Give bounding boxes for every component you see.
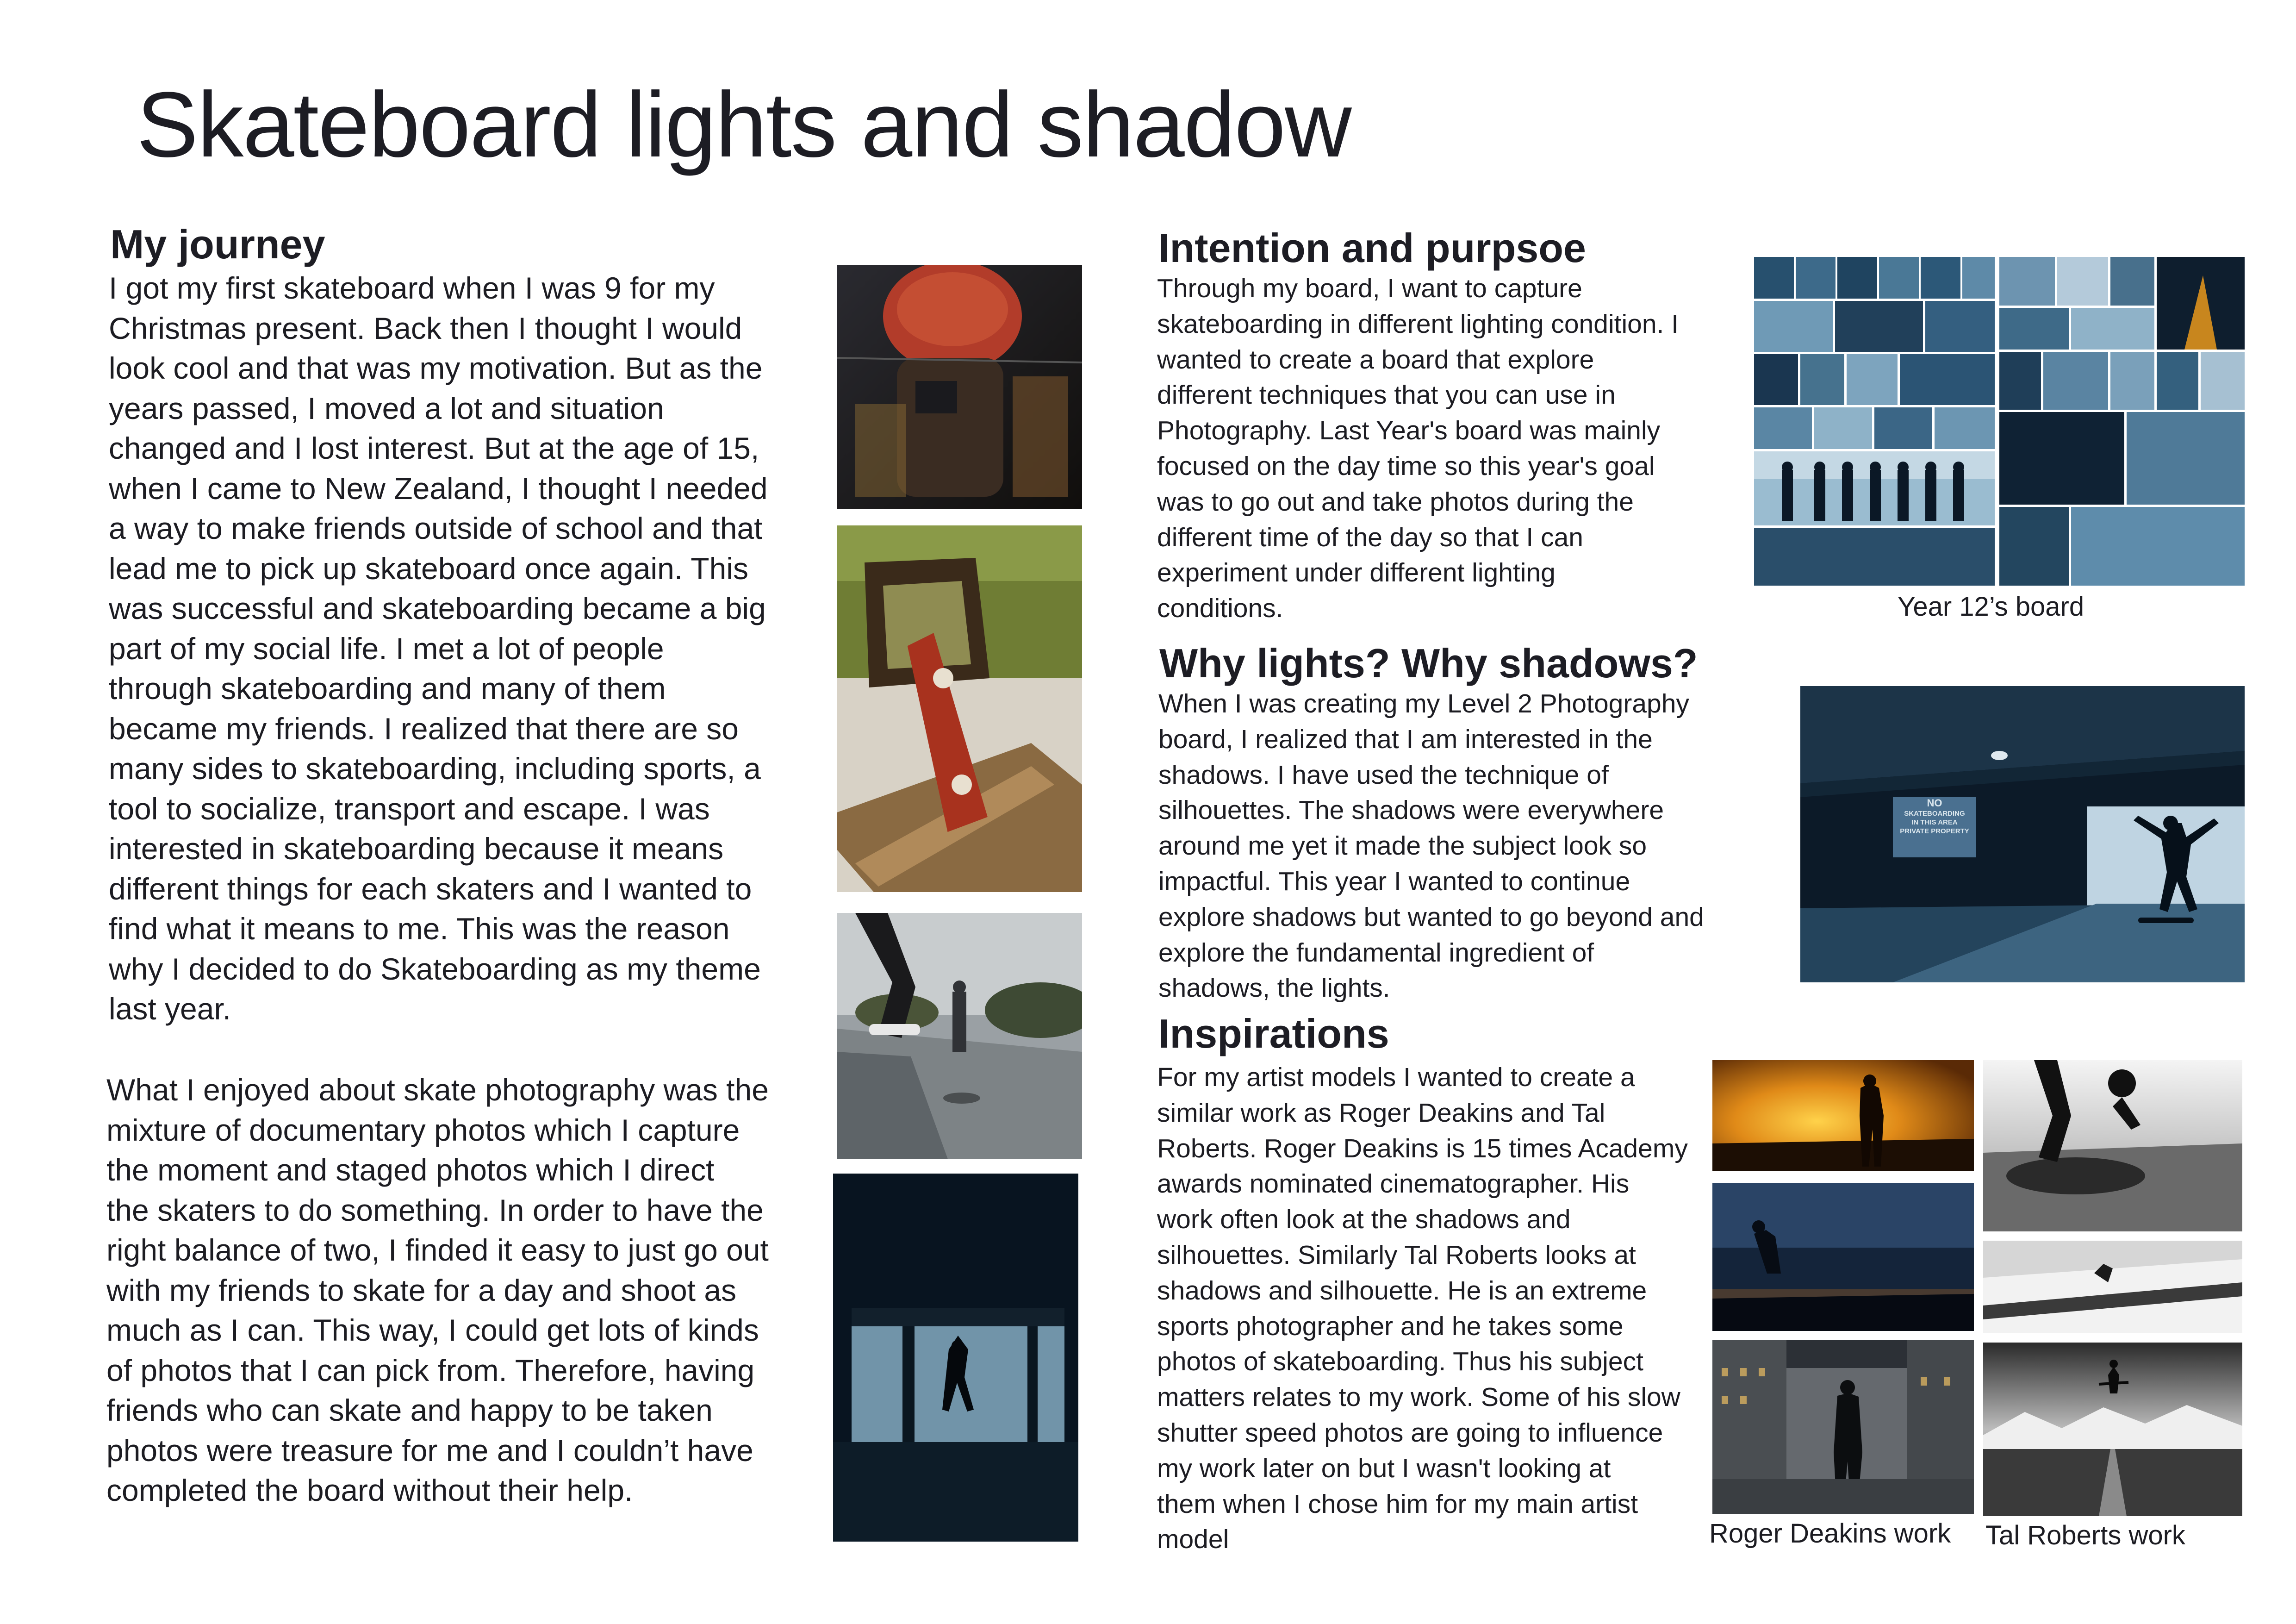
text-line: became my friends. I realized that there are so (109, 711, 739, 746)
thumb (1874, 407, 1932, 449)
photo-deakins-foggy-street (1712, 1340, 1974, 1514)
text-line: right balance of two, I finded it easy to just go out (106, 1233, 769, 1267)
text-line: For my artist models I wanted to create a (1157, 1062, 1635, 1092)
text-line: of photos that I can pick from. Therefore, having (106, 1353, 755, 1387)
text-line: completed the board without their help. (106, 1473, 633, 1507)
text-line: last year. (109, 992, 231, 1026)
year12-board-caption: Year 12’s board (1898, 592, 2084, 622)
text-line: lead me to pick up skateboard once again. This (109, 551, 748, 586)
text-line: different time of the day so that I can (1157, 522, 1583, 552)
text-line: shadows, the lights. (1158, 973, 1390, 1003)
thumb (1754, 354, 1798, 405)
thumb (1999, 308, 2069, 350)
thumb (2110, 257, 2154, 306)
thumb (1999, 257, 2055, 306)
photo-roberts-mountain-road (1983, 1343, 2242, 1516)
text-line: I got my first skateboard when I was 9 for my (109, 271, 715, 305)
thumb (1754, 257, 1794, 299)
thumb (1754, 528, 1995, 586)
text-line: Roberts. Roger Deakins is 15 times Academy (1157, 1133, 1688, 1163)
text-line: find what it means to me. This was the reason (109, 912, 730, 946)
sign-line: SKATEBOARDING (1904, 810, 1965, 818)
photo-roberts-skate-closeup (1983, 1060, 2242, 1231)
text-line: part of my social life. I met a lot of people (109, 631, 664, 666)
text-line: when I came to New Zealand, I thought I needed (109, 471, 768, 506)
text-line: skateboarding in different lighting condition. I (1157, 309, 1679, 339)
text-line: the skaters to do something. In order to have the (106, 1193, 764, 1227)
photo-roberts-snow-slope (1983, 1241, 2242, 1333)
text-line: silhouettes. Similarly Tal Roberts looks at (1157, 1240, 1636, 1270)
text-line: similar work as Roger Deakins and Tal (1157, 1098, 1605, 1128)
text-line: When I was creating my Level 2 Photography (1158, 689, 1689, 718)
text-line: was successful and skateboarding became a big (109, 591, 766, 625)
photo-parking-silhouette (833, 1174, 1078, 1542)
year12-board-collage (1754, 257, 2245, 586)
text-line: focused on the day time so this year's goal (1157, 451, 1655, 481)
text-line: silhouettes. The shadows were everywhere (1158, 795, 1664, 825)
thumb (1754, 451, 1995, 525)
page-title: Skateboard lights and shadow (137, 73, 1351, 176)
thumb (1837, 257, 1877, 299)
text-line: impactful. This year I wanted to continue (1158, 866, 1630, 896)
journey-heading: My journey (110, 221, 325, 267)
text-line: friends who can skate and happy to be taken (106, 1393, 713, 1427)
sign-line: IN THIS AREA (1911, 818, 1958, 826)
roberts-caption: Tal Roberts work (1985, 1520, 2185, 1550)
thumb (2157, 257, 2245, 350)
text-line: why I decided to do Skateboarding as my theme (109, 951, 761, 986)
text-line: wanted to create a board that explore (1157, 344, 1594, 375)
text-line: experiment under different lighting (1157, 558, 1556, 588)
photo-parking-garage-skater (1800, 686, 2245, 982)
thumb (2071, 308, 2154, 350)
photo-deakins-night (1712, 1183, 1974, 1331)
thumb (2201, 352, 2245, 410)
text-line: different techniques that you can use in (1157, 380, 1616, 410)
text-line: tool to socialize, transport and escape. I was (109, 791, 710, 826)
text-line: What I enjoyed about skate photography was the (106, 1073, 769, 1107)
text-line: photos of skateboarding. Thus his subject (1157, 1347, 1643, 1377)
inspirations-paragraph (1157, 1060, 1688, 1557)
text-line: photos were treasure for me and I couldn’t have (106, 1433, 753, 1468)
thumb (1879, 257, 1919, 299)
thumb (1800, 354, 1844, 405)
inspirations-heading: Inspirations (1158, 1011, 1389, 1056)
no-skateboarding-sign (1893, 797, 1976, 836)
thumb (1999, 352, 2041, 410)
text-line: model (1157, 1524, 1229, 1555)
intention-paragraph (1157, 271, 1679, 626)
text-line: my work later on but I wasn't looking at (1157, 1453, 1611, 1483)
thumb (1935, 407, 1995, 449)
deakins-caption: Roger Deakins work (1709, 1518, 1951, 1549)
text-line: matters relates to my work. Some of his slow (1157, 1382, 1680, 1412)
thumb (1754, 301, 1833, 352)
intention-heading: Intention and purpsoe (1158, 225, 1586, 271)
why-paragraph (1158, 686, 1704, 1006)
text-line: conditions. (1157, 593, 1283, 624)
text-line: much as I can. This way, I could get lots of kinds (106, 1313, 759, 1347)
why-heading: Why lights? Why shadows? (1159, 640, 1698, 686)
photo-reflection-window (837, 265, 1082, 509)
text-line: with my friends to skate for a day and shoot as (106, 1273, 737, 1307)
thumb (2110, 352, 2154, 410)
text-line: work often look at the shadows and (1157, 1205, 1571, 1235)
text-line: shutter speed photos are going to influence (1157, 1418, 1663, 1448)
text-line: the moment and staged photos which I direct (106, 1153, 715, 1187)
thumb (1814, 407, 1872, 449)
text-line: shadows. I have used the technique of (1158, 760, 1609, 790)
thumb (1796, 257, 1836, 299)
text-line: sports photographer and he takes some (1157, 1311, 1624, 1341)
journey-paragraph-1 (109, 268, 768, 1029)
thumb (1754, 407, 1812, 449)
text-line: a way to make friends outside of school and that (109, 511, 763, 545)
text-line: board, I realized that I am interested in the (1158, 724, 1653, 754)
text-line: shadows and silhouette. He is an extreme (1157, 1275, 1647, 1305)
text-line: years passed, I moved a lot and situation (109, 391, 664, 425)
thumb (1999, 507, 2069, 586)
text-line: around me yet it made the subject look so (1158, 831, 1647, 861)
text-line: them when I chose him for my main artist (1157, 1489, 1638, 1519)
text-line: was to go out and take photos during the (1157, 487, 1634, 517)
thumb (1835, 301, 1923, 352)
thumb (1921, 257, 1960, 299)
photo-deakins-sunset (1712, 1060, 1974, 1171)
thumb (2057, 257, 2108, 306)
thumb (2127, 412, 2245, 505)
photo-skater-ramp (837, 913, 1082, 1159)
text-line: Christmas present. Back then I thought I would (109, 311, 742, 345)
text-line: explore shadows but wanted to go beyond and (1158, 902, 1704, 932)
sign-line: PRIVATE PROPERTY (1900, 827, 1969, 835)
text-line: Through my board, I want to capture (1157, 274, 1582, 303)
text-line: changed and I lost interest. But at the age of 15, (109, 431, 759, 465)
thumb (1999, 412, 2124, 505)
text-line: look cool and that was my motivation. But as the (109, 351, 763, 385)
photo-skateboard-on-grass (837, 525, 1082, 892)
text-line: through skateboarding and many of them (109, 671, 666, 706)
journey-paragraph-2 (106, 1070, 769, 1511)
text-line: many sides to skateboarding, including sports, a (109, 751, 761, 786)
thumb (1847, 354, 1898, 405)
sign-line: NO (1927, 797, 1942, 809)
thumb (2157, 352, 2198, 410)
thumb (1900, 354, 1995, 405)
text-line: mixture of documentary photos which I capture (106, 1112, 740, 1147)
thumb (2043, 352, 2108, 410)
text-line: different things for each skaters and I wanted to (109, 871, 752, 906)
thumb (1925, 301, 1995, 352)
text-line: awards nominated cinematographer. His (1157, 1169, 1630, 1199)
thumb (1962, 257, 1995, 299)
thumb (2071, 507, 2245, 586)
text-line: Photography. Last Year's board was mainly (1157, 416, 1661, 446)
text-line: interested in skateboarding because it means (109, 831, 724, 866)
text-line: explore the fundamental ingredient of (1158, 937, 1594, 968)
